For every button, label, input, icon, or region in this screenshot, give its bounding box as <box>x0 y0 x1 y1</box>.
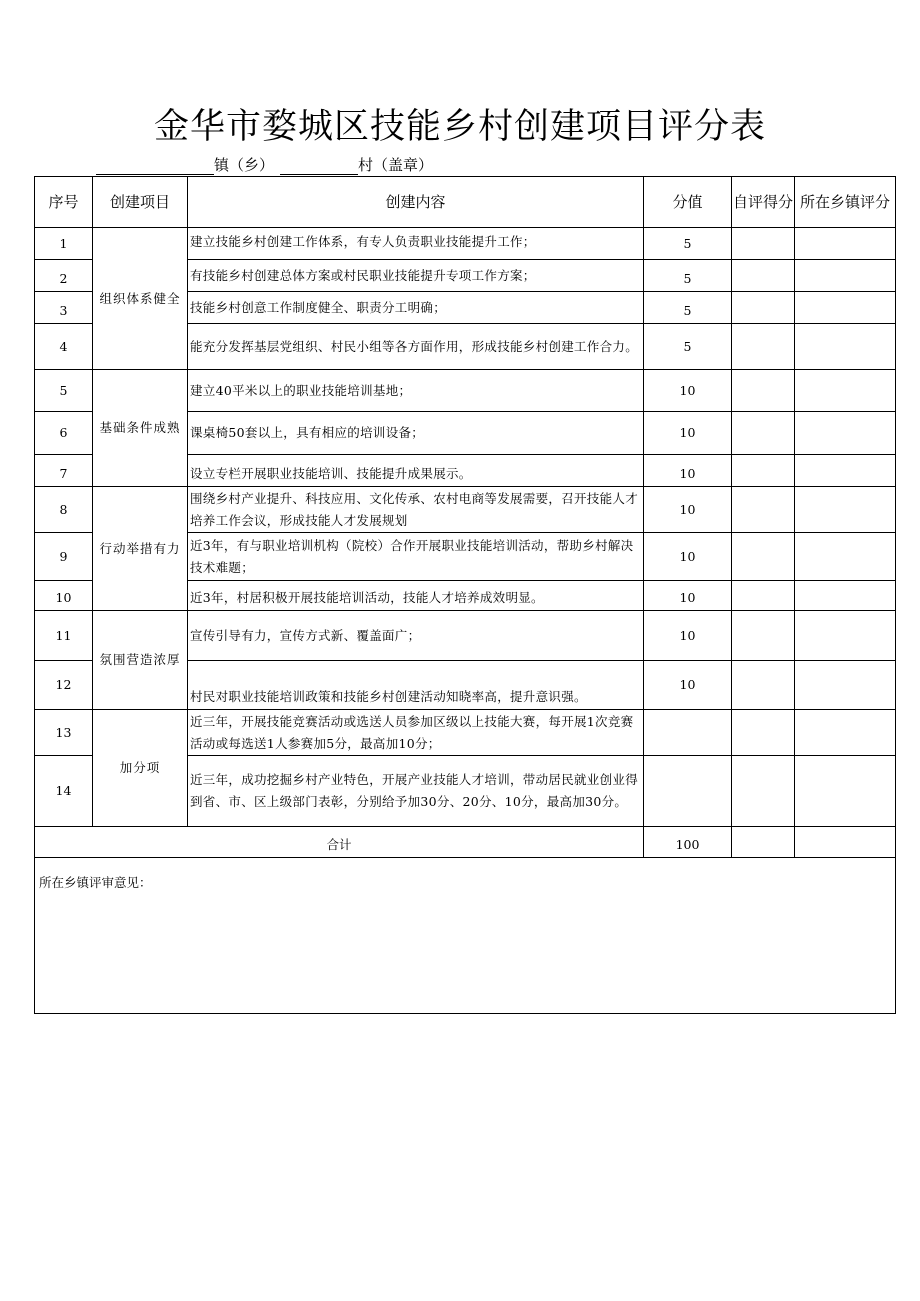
remark-cell[interactable] <box>35 858 896 1014</box>
row-number: 3 <box>35 292 93 324</box>
remark-label: 所在乡镇评审意见： <box>39 875 152 890</box>
row-content: 围绕乡村产业提升、科技应用、文化传承、农村电商等发展需要，召开技能人才培养工作会议，形成技能人才发展规划 <box>188 487 644 533</box>
row-content: 技能乡村创意工作制度健全、职责分工明确； <box>188 292 644 324</box>
self-score-cell[interactable] <box>732 756 795 827</box>
row-number: 1 <box>35 228 93 260</box>
town-score-cell[interactable] <box>795 324 896 370</box>
document-subtitle <box>96 153 433 175</box>
document-title: 金华市婺城区技能乡村创建项目评分表 <box>153 107 766 147</box>
town-score-cell[interactable] <box>795 455 896 487</box>
row-number: 11 <box>35 611 93 661</box>
table-row <box>35 228 896 260</box>
row-score: 10 <box>644 370 732 412</box>
row-number: 5 <box>35 370 93 412</box>
header-town-score: 所在乡镇评分 <box>795 177 896 228</box>
row-score: 5 <box>644 260 732 292</box>
self-score-cell[interactable] <box>732 661 795 710</box>
town-suffix: 镇（乡） <box>214 156 275 174</box>
row-number: 10 <box>35 581 93 611</box>
category-cell: 行动举措有力 <box>93 487 188 611</box>
row-content: 能充分发挥基层党组织、村民小组等各方面作用，形成技能乡村创建工作合力。 <box>188 324 644 370</box>
category-cell: 组织体系健全 <box>93 228 188 370</box>
header-score: 分值 <box>644 177 732 228</box>
town-score-cell[interactable] <box>795 710 896 756</box>
total-row <box>35 827 896 858</box>
town-score-cell[interactable] <box>795 292 896 324</box>
town-score-cell[interactable] <box>795 611 896 661</box>
village-suffix: 村（盖章） <box>358 156 434 174</box>
row-number: 2 <box>35 260 93 292</box>
table-row <box>35 487 896 533</box>
self-score-cell[interactable] <box>732 487 795 533</box>
row-score: 5 <box>644 228 732 260</box>
row-content: 近三年，成功挖掘乡村产业特色，开展产业技能人才培训，带动居民就业创业得到省、市、区上级部门表彰，分别给予加30分、20分、10分，最高加30分。 <box>188 756 644 827</box>
table-row <box>35 710 896 756</box>
row-score <box>644 710 732 756</box>
self-score-cell[interactable] <box>732 292 795 324</box>
header-row <box>35 177 896 228</box>
town-score-cell[interactable] <box>795 228 896 260</box>
row-content: 建立40平米以上的职业技能培训基地； <box>188 370 644 412</box>
row-score: 10 <box>644 581 732 611</box>
row-score: 10 <box>644 661 732 710</box>
remark-row <box>35 858 896 1014</box>
row-score: 10 <box>644 611 732 661</box>
row-content: 设立专栏开展职业技能培训、技能提升成果展示。 <box>188 455 644 487</box>
self-score-cell[interactable] <box>732 260 795 292</box>
town-blank-line[interactable] <box>96 156 214 175</box>
row-number: 14 <box>35 756 93 827</box>
header-self-score: 自评得分 <box>732 177 795 228</box>
header-seq: 序号 <box>35 177 93 228</box>
self-score-cell[interactable] <box>732 324 795 370</box>
town-score-cell[interactable] <box>795 533 896 581</box>
self-score-cell[interactable] <box>732 611 795 661</box>
town-score-cell[interactable] <box>795 412 896 455</box>
row-score: 5 <box>644 292 732 324</box>
town-score-cell[interactable] <box>795 260 896 292</box>
town-score-cell[interactable] <box>795 661 896 710</box>
town-score-cell[interactable] <box>795 370 896 412</box>
town-score-cell[interactable] <box>795 487 896 533</box>
self-score-cell[interactable] <box>732 710 795 756</box>
row-score: 5 <box>644 324 732 370</box>
row-number: 9 <box>35 533 93 581</box>
self-score-cell[interactable] <box>732 455 795 487</box>
table-row <box>35 370 896 412</box>
category-cell: 基础条件成熟 <box>93 370 188 487</box>
row-score: 10 <box>644 412 732 455</box>
self-score-cell[interactable] <box>732 581 795 611</box>
row-score: 10 <box>644 533 732 581</box>
total-score: 100 <box>644 827 732 858</box>
row-score: 10 <box>644 455 732 487</box>
row-content: 近3年，有与职业培训机构（院校）合作开展职业技能培训活动，帮助乡村解决技术难题； <box>188 533 644 581</box>
score-table <box>34 176 896 1014</box>
row-content: 近三年，开展技能竞赛活动或选送人员参加区级以上技能大赛，每开展1次竞赛活动或每选送1人参赛加5分，最高加10分； <box>188 710 644 756</box>
row-number: 7 <box>35 455 93 487</box>
row-content: 近3年，村居积极开展技能培训活动，技能人才培养成效明显。 <box>188 581 644 611</box>
category-cell: 氛围营造浓厚 <box>93 611 188 710</box>
category-cell: 加分项 <box>93 710 188 827</box>
total-label: 合计 <box>35 827 644 858</box>
self-score-cell[interactable] <box>732 370 795 412</box>
row-score: 10 <box>644 487 732 533</box>
row-content: 村民对职业技能培训政策和技能乡村创建活动知晓率高，提升意识强。 <box>188 661 644 710</box>
row-score <box>644 756 732 827</box>
row-number: 6 <box>35 412 93 455</box>
header-category: 创建项目 <box>93 177 188 228</box>
row-content: 课桌椅50套以上，具有相应的培训设备； <box>188 412 644 455</box>
town-score-cell[interactable] <box>795 756 896 827</box>
row-content: 宣传引导有力，宣传方式新、覆盖面广； <box>188 611 644 661</box>
self-score-total-cell[interactable] <box>732 827 795 858</box>
self-score-cell[interactable] <box>732 228 795 260</box>
row-number: 13 <box>35 710 93 756</box>
row-content: 有技能乡村创建总体方案或村民职业技能提升专项工作方案； <box>188 260 644 292</box>
self-score-cell[interactable] <box>732 533 795 581</box>
row-content: 建立技能乡村创建工作体系，有专人负责职业技能提升工作； <box>188 228 644 260</box>
self-score-cell[interactable] <box>732 412 795 455</box>
table-row <box>35 611 896 661</box>
header-content: 创建内容 <box>188 177 644 228</box>
town-score-total-cell[interactable] <box>795 827 896 858</box>
town-score-cell[interactable] <box>795 581 896 611</box>
village-blank-line[interactable] <box>280 156 358 175</box>
row-number: 4 <box>35 324 93 370</box>
row-number: 8 <box>35 487 93 533</box>
row-number: 12 <box>35 661 93 710</box>
